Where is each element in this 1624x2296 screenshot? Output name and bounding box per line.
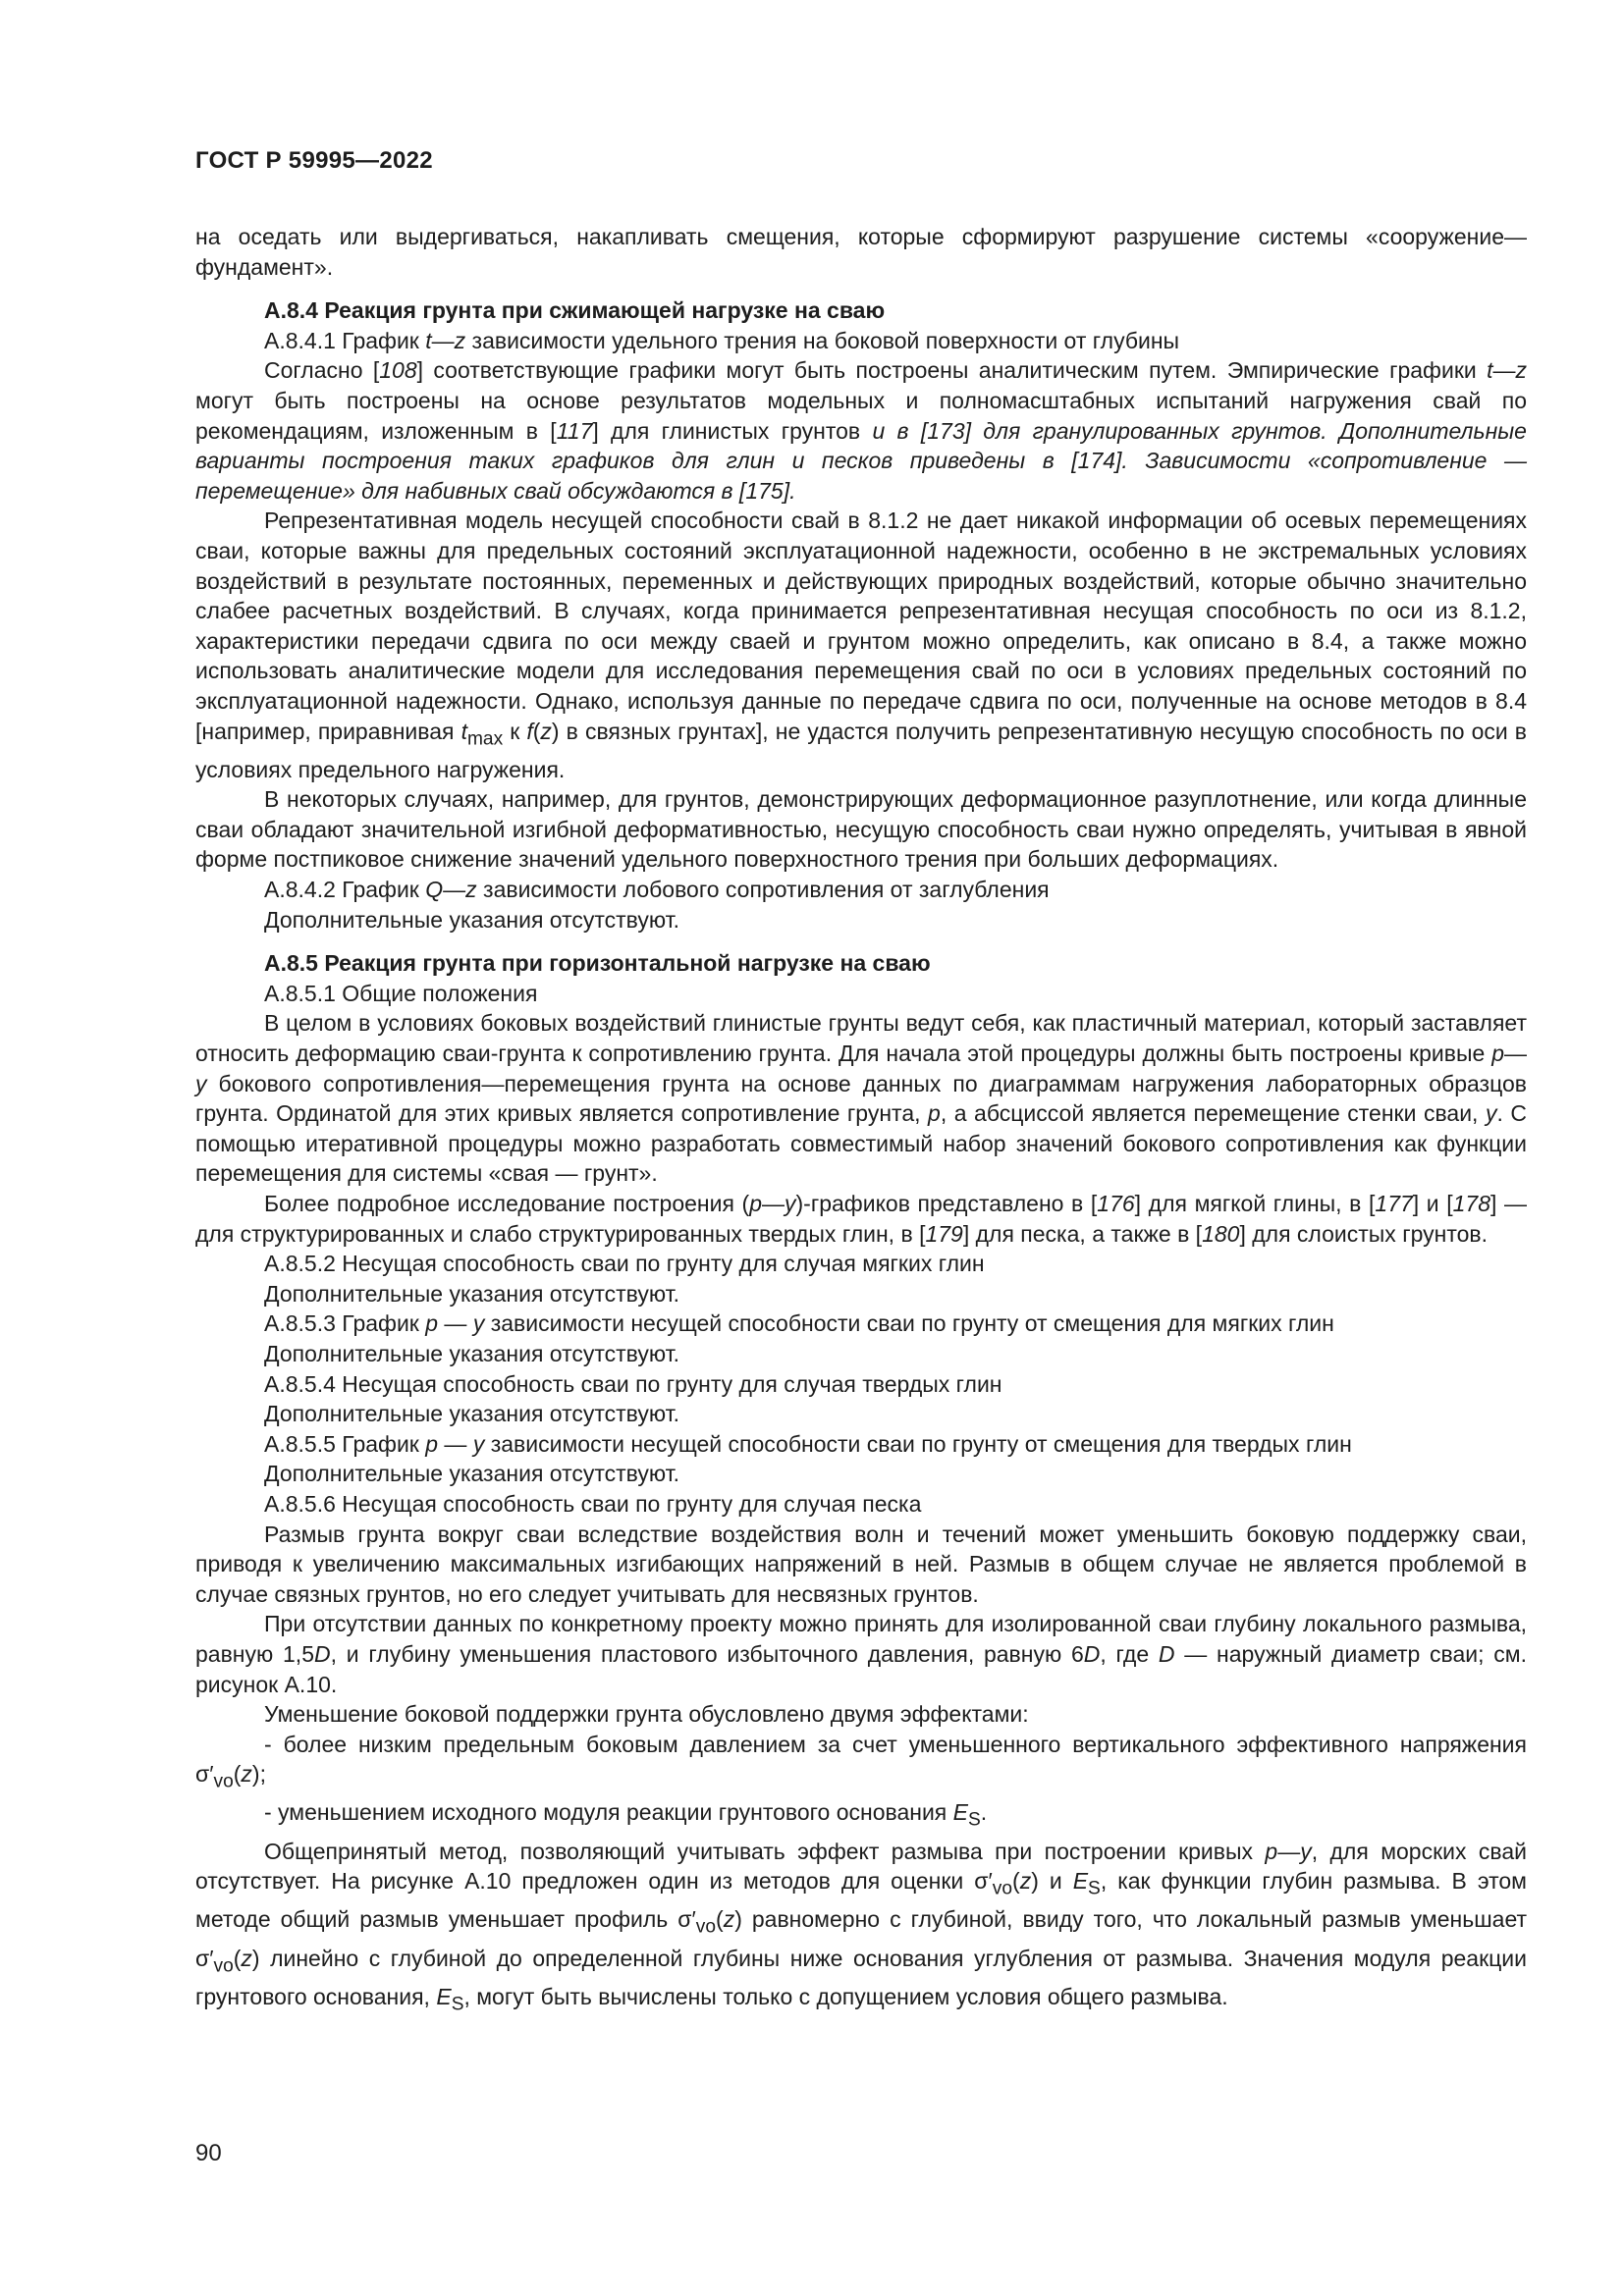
text: - более низким предельным боковым давлением за счет уменьшенного вертикального эффективного напряжения σ′	[195, 1731, 1527, 1788]
note	[195, 1459, 1527, 1489]
text: Дополнительные указания отсутствуют.	[264, 1340, 679, 1366]
text: Общепринятый метод, позволяющий учитывать эффект размыва при построении кривых	[264, 1838, 1266, 1864]
symbol: p	[425, 1310, 439, 1337]
symbol: Q	[425, 877, 444, 903]
symbol: y	[785, 1191, 796, 1216]
text: А.8.4.2 График	[264, 877, 426, 903]
note	[195, 1339, 1527, 1369]
reference: 180	[1202, 1220, 1240, 1247]
symbol: z	[241, 1945, 252, 1971]
heading-text: А.8.4 Реакция грунта при сжимающей нагрузке на сваю	[264, 297, 886, 324]
note	[195, 1399, 1527, 1429]
symbol: D	[1083, 1640, 1101, 1667]
text: Репрезентативная модель несущей способности свай в 8.1.2 не дает никакой информации об осевых перемещениях сваи, которые важны для предельных состояний эксплуатационной надежности, особенно в не экстремальных условиях воздействий в результате постоянных, переменных и действующих природных воздействий, которые обычно значительно слабее расчетных воздействий. В случаях, когда принимается репрезентативная несущая способность по оси из 8.1.2, характеристики передачи сдвига по оси между сваей и грунтом можно определить, как описано в 8.4, а также можно использовать аналитические модели для исследования перемещения свай по оси в условиях предельных состояний по эксплуатационной надежности. Однако, используя данные по передаче сдвига по оси, полученные на основе методов в 8.4 [например, приравнивая	[195, 507, 1527, 744]
text: Согласно [	[264, 357, 380, 384]
text: , и глубину уменьшения пластового избыточного давления, равную 6	[330, 1640, 1084, 1667]
symbol: y	[1485, 1100, 1497, 1127]
text: А.8.5.2 Несущая способность сваи по грунту для случая мягких глин	[264, 1251, 985, 1277]
text: Дополнительные указания отсутствуют.	[264, 1401, 679, 1427]
text: ] и [	[1412, 1191, 1453, 1216]
text: В некоторых случаях, например, для грунтов, демонстрирующих деформационное разуплотнение, или когда длинные сваи обладают значительной изгибной деформативностью, несущую способность сваи нужно определять, учитывая в явной форме постпиковое снижение значений удельного поверхностного трения при больших деформациях.	[195, 786, 1527, 873]
subsection-a842	[195, 875, 1527, 905]
symbol: y	[1300, 1838, 1312, 1864]
symbol: p	[749, 1191, 763, 1216]
text: бокового сопротивления—перемещения грунта на основе данных по диаграммам нагружения лабораторных образцов грунта. Ординатой для этих кривых является сопротивление грунта,	[195, 1070, 1527, 1127]
symbol: E	[436, 1983, 452, 2009]
text: Уменьшение боковой поддержки грунта обусловлено двумя эффектами:	[264, 1701, 1029, 1728]
text: Более подробное исследование построения (	[264, 1191, 750, 1216]
text: Дополнительные указания отсутствуют.	[264, 1461, 679, 1487]
text: к	[503, 718, 527, 744]
paragraph	[195, 1609, 1527, 1699]
paragraph	[195, 784, 1527, 875]
text: А.8.5.5 График	[264, 1430, 426, 1457]
paragraph	[195, 1008, 1527, 1189]
text: А.8.5.1 Общие положения	[264, 980, 538, 1006]
heading-text: А.8.5 Реакция грунта при горизонтальной нагрузке на сваю	[264, 950, 931, 977]
text: Дополнительные указания отсутствуют.	[264, 906, 679, 933]
symbol: p	[928, 1100, 941, 1127]
text: —	[443, 877, 466, 903]
text: зависимости удельного трения на боковой поверхности от глубины	[465, 327, 1180, 353]
symbol: y	[472, 1430, 485, 1457]
subsection-a852	[195, 1249, 1527, 1279]
text: —	[1504, 1041, 1527, 1067]
symbol: y	[472, 1310, 485, 1337]
reference: 177	[1375, 1191, 1413, 1216]
reference: 108	[379, 357, 417, 384]
text: Размыв грунта вокруг сваи вследствие воздействия волн и течений может уменьшить боковую поддержку сваи, приводя к увеличению максимальных изгибающих напряжений в ней. Размыв в общем случае не является проблемой в случае связных грунтов, но его следует учитывать для несвязных грунтов.	[195, 1521, 1527, 1607]
text: ] для слоистых грунтов.	[1239, 1220, 1488, 1247]
text: , как функции глубин размыва. В этом методе общий размыв уменьшает профиль σ′	[195, 1868, 1527, 1933]
text: . С помощью итеративной процедуры можно разработать совместимый набор значений бокового сопротивления как функции перемещения для системы «свая — грунт».	[195, 1100, 1528, 1187]
symbol: z	[723, 1906, 735, 1933]
text: А.8.5.3 График	[264, 1310, 426, 1337]
text: —	[438, 1310, 473, 1337]
text: Дополнительные указания отсутствуют.	[264, 1280, 679, 1307]
subsection-a841	[195, 326, 1527, 356]
symbol: t	[425, 327, 432, 353]
paragraph	[195, 506, 1527, 784]
symbol: p	[425, 1430, 439, 1457]
reference: 178	[1452, 1191, 1491, 1216]
document-body	[195, 222, 1527, 2020]
symbol: y	[195, 1070, 207, 1096]
section-heading-a85	[195, 948, 1527, 979]
section-heading-a84	[195, 295, 1527, 326]
paragraph	[195, 1837, 1527, 2020]
subscript: vo	[213, 1771, 234, 1792]
text: , могут быть вычислены только с допущением условия общего размыва.	[463, 1983, 1228, 2009]
paragraph	[195, 1189, 1527, 1249]
text: ] для песка, а также в [	[962, 1220, 1203, 1247]
subsection-a851	[195, 979, 1527, 1009]
text: );	[251, 1761, 266, 1788]
text: А.8.5.4 Несущая способность сваи по грунту для случая твердых глин	[264, 1370, 1002, 1397]
symbol: t	[460, 718, 467, 744]
text: ) и	[1031, 1868, 1073, 1895]
text: ] для глинистых грунтов	[592, 417, 873, 444]
text: , для морских свай отсутствует. На рисунке А.10 предложен один из методов для оценки σ′	[195, 1838, 1527, 1895]
symbol: z	[1515, 357, 1527, 384]
symbol: z	[454, 327, 466, 353]
document-header: ГОСТ Р 59995—2022	[195, 147, 433, 174]
list-item	[195, 1797, 1527, 1836]
text: зависимости несущей способности сваи по грунту от смещения для твердых глин	[484, 1430, 1352, 1457]
reference: 176	[1097, 1191, 1135, 1216]
subscript: max	[466, 728, 504, 750]
symbol: D	[314, 1640, 331, 1667]
text: (	[233, 1761, 242, 1788]
text: В целом в условиях боковых воздействий глинистые грунты ведут себя, как пластичный материал, который заставляет относить деформацию сваи-грунта к сопротивлению грунта. Для начала этой процедуры должны быть построены кривые	[195, 1010, 1527, 1067]
text: А.8.5.6 Несущая способность сваи по грунту для случая песка	[264, 1490, 922, 1517]
symbol: z	[241, 1761, 252, 1788]
text: —	[1277, 1838, 1301, 1864]
symbol: z	[540, 718, 552, 744]
text: ] — для структурированных и слабо структурированных твердых глин, в [	[195, 1191, 1528, 1247]
text: ) линейно с глубиной до определенной глубины ниже основания углубления от размыва. Значения модуля реакции грунтового основания,	[195, 1945, 1527, 2009]
text: А.8.4.1 График	[264, 327, 426, 353]
subscript: S	[1088, 1878, 1101, 1899]
text: ) в связных грунтах], не удастся получить репрезентативную несущую способность по оси в условиях предельного нагружения.	[195, 718, 1527, 782]
symbol: p	[1265, 1838, 1278, 1864]
text: При отсутствии данных по конкретному проекту можно принять для изолированной сваи глубину локального размыва, равную 1,5	[195, 1611, 1527, 1667]
text: — наружный диаметр сваи; см. рисунок А.10.	[195, 1640, 1527, 1697]
text: ] соответствующие графики могут быть построены аналитическим путем. Эмпирические графики	[416, 357, 1488, 384]
symbol: z	[465, 877, 477, 903]
paragraph-text: на оседать или выдергиваться, накапливать смещения, которые сформируют разрушение системы «сооружение—фундамент».	[195, 224, 1527, 280]
reference: 179	[925, 1220, 963, 1247]
symbol: D	[1158, 1640, 1175, 1667]
text: ] для мягкой глины, в [	[1134, 1191, 1376, 1216]
text: (	[716, 1906, 724, 1933]
note	[195, 905, 1527, 935]
text: ) равномерно с глубиной, ввиду того, что локальный размыв уменьшает σ′	[195, 1906, 1528, 1971]
paragraph	[195, 222, 1527, 282]
subscript: vo	[992, 1878, 1013, 1899]
text: (	[532, 718, 541, 744]
symbol: E	[1072, 1868, 1089, 1895]
note	[195, 1279, 1527, 1309]
italic-text: и в [173] для гранулированных грунтов. Дополнительные варианты построения таких графиков для глин и песков приведены в [174]. Зависимости «сопротивление — перемещение» для набивных свай обсуждаются в [175].	[195, 417, 1527, 504]
reference: 117	[556, 417, 593, 444]
text: - уменьшением исходного модуля реакции грунтового основания	[264, 1799, 953, 1826]
text: могут быть построены на основе результатов модельных и полномасштабных испытаний нагружения свай по рекомендациям, изложенным в [	[195, 387, 1527, 444]
paragraph	[195, 1699, 1527, 1730]
symbol: t	[1487, 357, 1493, 384]
list-item	[195, 1730, 1527, 1798]
page-number: 90	[195, 2140, 222, 2166]
subsection-a856	[195, 1489, 1527, 1520]
subscript: S	[967, 1810, 981, 1832]
subscript: S	[451, 1994, 464, 2015]
paragraph	[195, 1520, 1527, 1610]
symbol: E	[952, 1799, 968, 1826]
symbol: f	[526, 718, 533, 744]
text: зависимости несущей способности сваи по грунту от смещения для мягких глин	[484, 1310, 1334, 1337]
symbol: p	[1491, 1041, 1504, 1067]
text: зависимости лобового сопротивления от заглубления	[476, 877, 1050, 903]
subsection-a855	[195, 1429, 1527, 1460]
symbol: z	[1019, 1868, 1032, 1895]
text: —	[431, 327, 455, 353]
subsection-a854	[195, 1369, 1527, 1400]
text: —	[438, 1430, 473, 1457]
subsection-a853	[195, 1308, 1527, 1339]
subscript: vo	[213, 1955, 234, 1977]
text: .	[980, 1799, 988, 1826]
text: —	[762, 1191, 785, 1216]
text: (	[1012, 1868, 1020, 1895]
text: (	[233, 1945, 242, 1971]
text: , а абсциссой является перемещение стенки сваи,	[940, 1100, 1486, 1127]
paragraph	[195, 355, 1527, 506]
text: , где	[1100, 1640, 1159, 1667]
text: —	[1492, 357, 1516, 384]
text: )-графиков представлено в [	[795, 1191, 1098, 1216]
subscript: vo	[695, 1917, 717, 1939]
